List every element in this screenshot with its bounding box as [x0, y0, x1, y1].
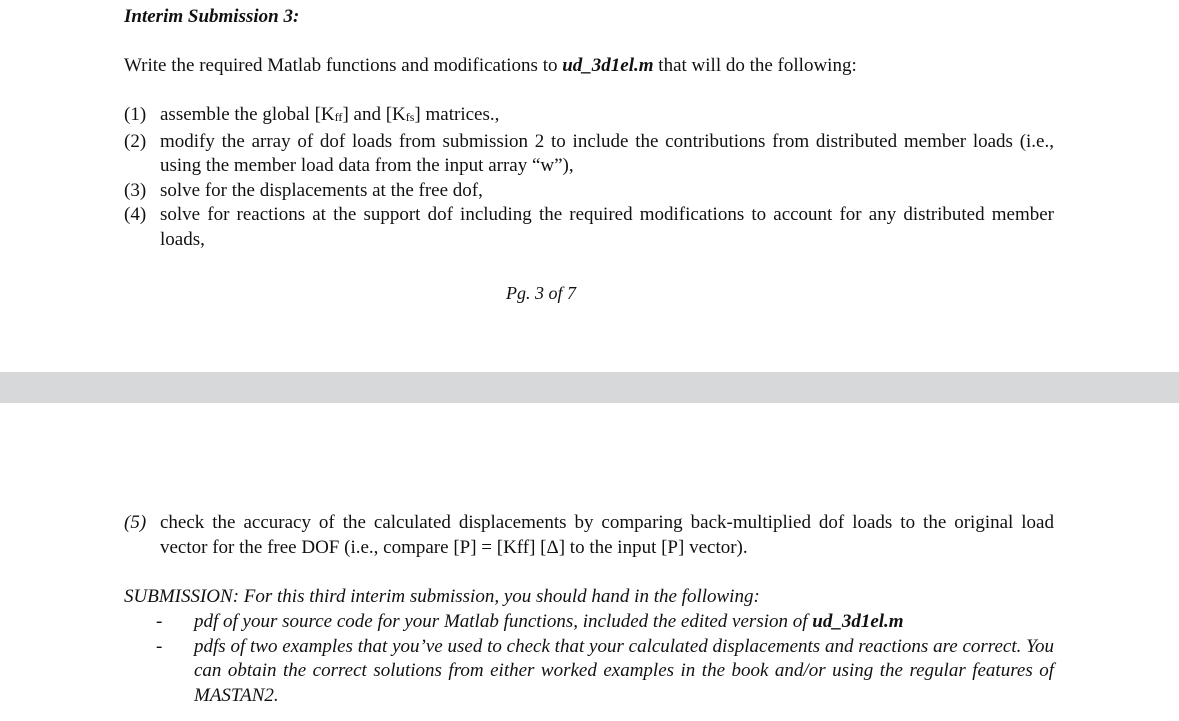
intro-filename: ud_3d1el.m [562, 55, 654, 76]
bullet-filename: ud_3d1el.m [812, 611, 904, 632]
item-text-part: assemble the global [K [160, 104, 335, 125]
item-text: check the accuracy of the calculated displacements by comparing back-multiplied dof loads to the original load vector for the free DOF (i.e., compare [P] = [Kff] [Δ] to the input [P] vector). [160, 512, 1054, 558]
dash-bullet: - [156, 611, 163, 632]
bullet-text [194, 610, 1054, 635]
bullet-text: pdfs of two examples that you’ve used to check that your calculated displacements and reactions are correct. You can obtain the correct solutions from either worked examples in the book and/or using the regular features of MASTAN2. [194, 635, 1054, 706]
intro-paragraph [124, 55, 857, 77]
item-number: (3) [124, 179, 147, 201]
item-text [160, 103, 1054, 130]
intro-end: that will do the following: [653, 55, 857, 76]
task-list [124, 103, 1054, 252]
submission-list [156, 610, 1054, 708]
item-text: solve for reactions at the support dof including the required modifications to account for any distributed member loads, [160, 204, 1054, 250]
item-number: (4) [124, 204, 147, 225]
list-item [124, 203, 1054, 252]
section-title: Interim Submission 3: [124, 6, 300, 27]
item-text: modify the array of dof loads from submission 2 to include the contributions from distributed member loads (i.e., using the member load data from the input array “w”), [160, 130, 1054, 176]
list-item [124, 179, 1054, 204]
page-number: Pg. 3 of 7 [506, 283, 576, 303]
item-number: (5) [124, 512, 147, 533]
item-number: (2) [124, 130, 147, 152]
intro-text: Write the required Matlab functions and modifications to [124, 55, 563, 76]
subscript-ff: ff [334, 110, 343, 124]
item-number: (1) [124, 104, 147, 125]
item-text: solve for the displacements at the free dof, [160, 179, 483, 201]
page-break-divider [0, 372, 1179, 403]
task-list-continued [124, 511, 1054, 560]
item-text-part: ] and [K [342, 104, 406, 125]
dash-bullet: - [156, 635, 163, 657]
bullet-text-part: pdf of your source code for your Matlab functions, included the edited version of [194, 611, 813, 632]
list-item [124, 511, 1054, 560]
subscript-fs: fs [405, 110, 415, 124]
submission-heading: SUBMISSION: For this third interim submission, you should hand in the following: [124, 586, 760, 607]
item-text-part: ] matrices., [414, 104, 500, 125]
list-item [156, 610, 1054, 635]
list-item [124, 130, 1054, 179]
list-item [156, 635, 1054, 709]
list-item [124, 103, 1054, 130]
